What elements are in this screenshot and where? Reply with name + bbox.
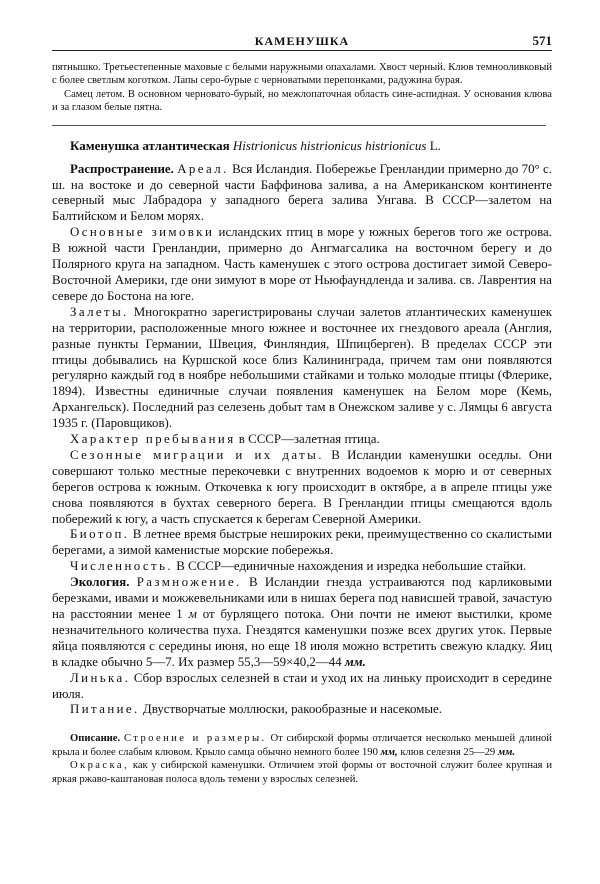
food-label: Питание. [70,702,140,717]
page-number: 571 [532,33,552,48]
moult-paragraph [52,671,552,703]
book-page [52,32,552,786]
migration-label: Сезонные миграции и их даты. [70,447,324,462]
species-author: L. [429,137,441,153]
abundance-label: Численность. [70,559,173,574]
coloration-label: Окраска, [70,760,130,772]
previous-section-continuation [52,61,552,115]
character-paragraph [52,432,552,448]
unit-mm-1: мм, [380,746,398,758]
description-text-a: От сибирской формы отличается несколько меньшей длиной крыла и более слабым клювом. Крыло самца обычно немного более 190 [52,733,552,758]
biotope-label: Биотоп. [70,527,130,542]
moult-label: Линька. [70,670,131,685]
unit-m: м [188,607,197,621]
distribution-heading: Распространение. [70,161,174,176]
vagrants-label: Залеты. [70,304,129,319]
food-paragraph [52,702,552,718]
wintering-text: исландских птиц в море у южных берегов того же острова. В южной части Гренландии, примерно до Ангмагсалика на восточном берегу и до Полярного круга на западном. Часть каменушек с этого острова достигает зимой Северо-Восточной Америки, где они зимуют в море от Ньюфаундленда и залива. св. Лаврентия на севере до Бостона на юге. [52,225,552,303]
vagrants-text: Многократно зарегистрированы случаи залетов атлантических каменушек на территории, расположенные много южнее и восточнее их гнездового ареала (Англия, разные пункты Германии, Швеция, Финляндия, Шпицберген). В пределах СССР эти птицы добывались на Куршской косе близ Калининграда, причем там они появляются регулярно каждый год в ноябре небольшими стайками и только молодые птицы (Флерике, 1894). Известны единичные случаи появления каменушек на Белом море (Кемь, Архангельск). Последний раз селезень добыт там в Онежском заливе у с. Лямцы 6 августа 1935 г. (Паровщиков). [52,304,552,431]
coloration-paragraph [52,759,552,786]
description-block [52,732,552,786]
distribution-paragraph [52,162,552,226]
running-title: КАМЕНУШКА [254,34,350,48]
character-label: Характер пребывания [70,432,236,447]
male-summer-paragraph: Самец летом. В основном черновато-бурый, но межлопаточная область сине-аспидная. У основания клюва и за глазом белые пятна. [52,88,552,114]
description-heading: Описание. [70,733,121,745]
ecology-heading: Экология. [70,575,130,590]
wintering-label: Основные зимовки [70,225,215,240]
abundance-text: В СССР—единичные нахождения и изредка небольшие стайки. [176,559,527,574]
description-text-b: клюв селезня 25—29 [400,746,496,758]
range-label: Ареал. [177,161,229,176]
species-heading [70,138,552,154]
species-name-ru: Каменушка атлантическая [70,137,230,153]
biotope-text: В летнее время быстрые нешироких реки, преимущественно со скалистыми берегами, а зимой каменистые морские побережья. [52,527,552,558]
distribution-text: Вся Исландия. Побережье Гренландии примерно до 70° с. ш. на востоке и до северной части Баффинова залива, а на Американском континенте северный мыс Лабрадора у западного берега залива Унгава. В СССР—залетом на Балтийском и Белом морях. [52,161,552,224]
ecology-paragraph [52,575,552,670]
character-text: в СССР—залетная птица. [238,432,380,447]
species-name-latin: Histrionicus histrionicus histrionicus [232,137,427,153]
breeding-label: Размножение. [136,575,242,590]
abundance-paragraph [52,559,552,575]
wintering-paragraph [52,225,552,305]
structure-label: Строение и размеры. [123,733,267,745]
migration-paragraph [52,448,552,528]
unit-mm-2: мм. [497,746,516,758]
breeding-text-b: от бурлящего потока. Они почти не имеют выстилки, кроме незначительного количества пуха. Гнездятся каменушки позже всех других уток. Первые яйца появляются с середины июня, но еще 18 июля можно встретить свежую кладку. Яиц в кладке обычно 5—7. Их размер 55,3—59×40,2—44 [52,607,552,669]
vagrants-paragraph [52,305,552,432]
food-text: Двустворчатые моллюски, ракообразные и насекомые. [142,702,442,717]
running-header [52,32,552,51]
migration-text: В Исландии каменушки оседлы. Они совершают только местные перекочевки с внутренних водоемов к морю и от северных берегов острова к южным. Откочевка к югу происходит в октябре, а в апреле птицы уже снова появляются в бухтах северного берега. В Гренландии птицы смещаются вдоль побережий к югу, а часть спускается к берегам Северной Америки. [52,447,552,526]
biotope-paragraph [52,527,552,559]
moult-text: Сбор взрослых селезней в стаи и уход их на линьку происходит в середине июля. [52,670,552,701]
breeding-text-a: В Исландии гнезда устраиваются под карликовыми березками, ивами и можжевельниками или в нишах берега под нависшей травой, зачастую на расстоянии менее 1 [52,575,552,621]
coloration-text: как у сибирской каменушки. Отличием этой формы от восточной служит более крупная и яркая ржаво-каштановая полоса вдоль темени у взрослых селезней. [52,760,552,785]
plumage-paragraph: пятнышко. Третьестепенные маховые с белыми наружными опахалами. Хвост черный. Клюв темнооливковый с более светлым коготком. Лапы серо-бурые с черноватыми перепонками, радужина бурая. [52,62,552,87]
description-paragraph [52,732,552,759]
unit-mm: мм. [344,654,366,669]
section-divider [52,125,546,126]
